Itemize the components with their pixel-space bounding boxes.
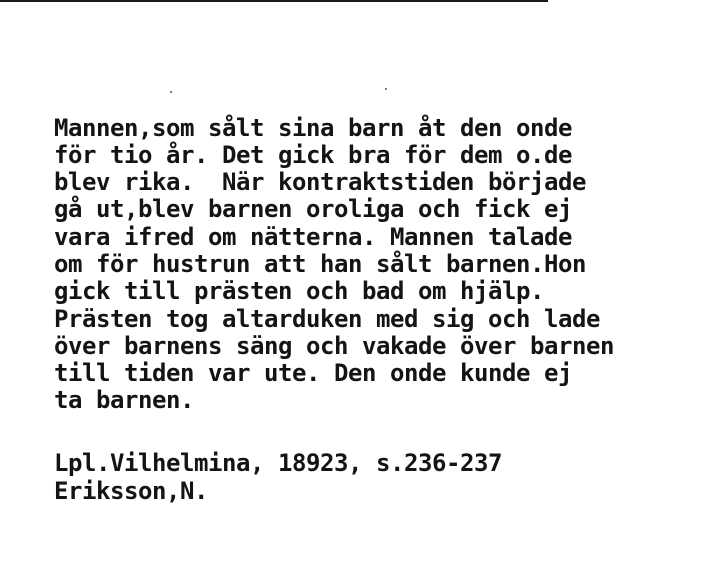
story-line: Prästen tog altarduken med sig och lade (54, 305, 600, 333)
source-recorder: Eriksson,N. (54, 477, 208, 505)
story-line: blev rika. När kontraktstiden började (54, 168, 586, 196)
story-line: till tiden var ute. Den onde kunde ej (54, 359, 572, 387)
story-line: för tio år. Det gick bra för dem o.de (54, 141, 572, 169)
story-line: gå ut,blev barnen oroliga och fick ej (54, 195, 572, 223)
source-reference: Lpl.Vilhelmina, 18923, s.236-237 (54, 449, 502, 477)
top-border-line (0, 0, 548, 2)
story-line: Mannen,som sålt sina barn åt den onde (54, 114, 572, 142)
paper-speck (170, 91, 172, 93)
story-line: ta barnen. (54, 386, 194, 414)
story-line: gick till prästen och bad om hjälp. (54, 277, 544, 305)
story-line: över barnens säng och vakade över barnen (54, 332, 614, 360)
paper-speck (385, 88, 387, 90)
story-line: om för hustrun att han sålt barnen.Hon (54, 250, 586, 278)
story-line: vara ifred om nätterna. Mannen talade (54, 223, 572, 251)
